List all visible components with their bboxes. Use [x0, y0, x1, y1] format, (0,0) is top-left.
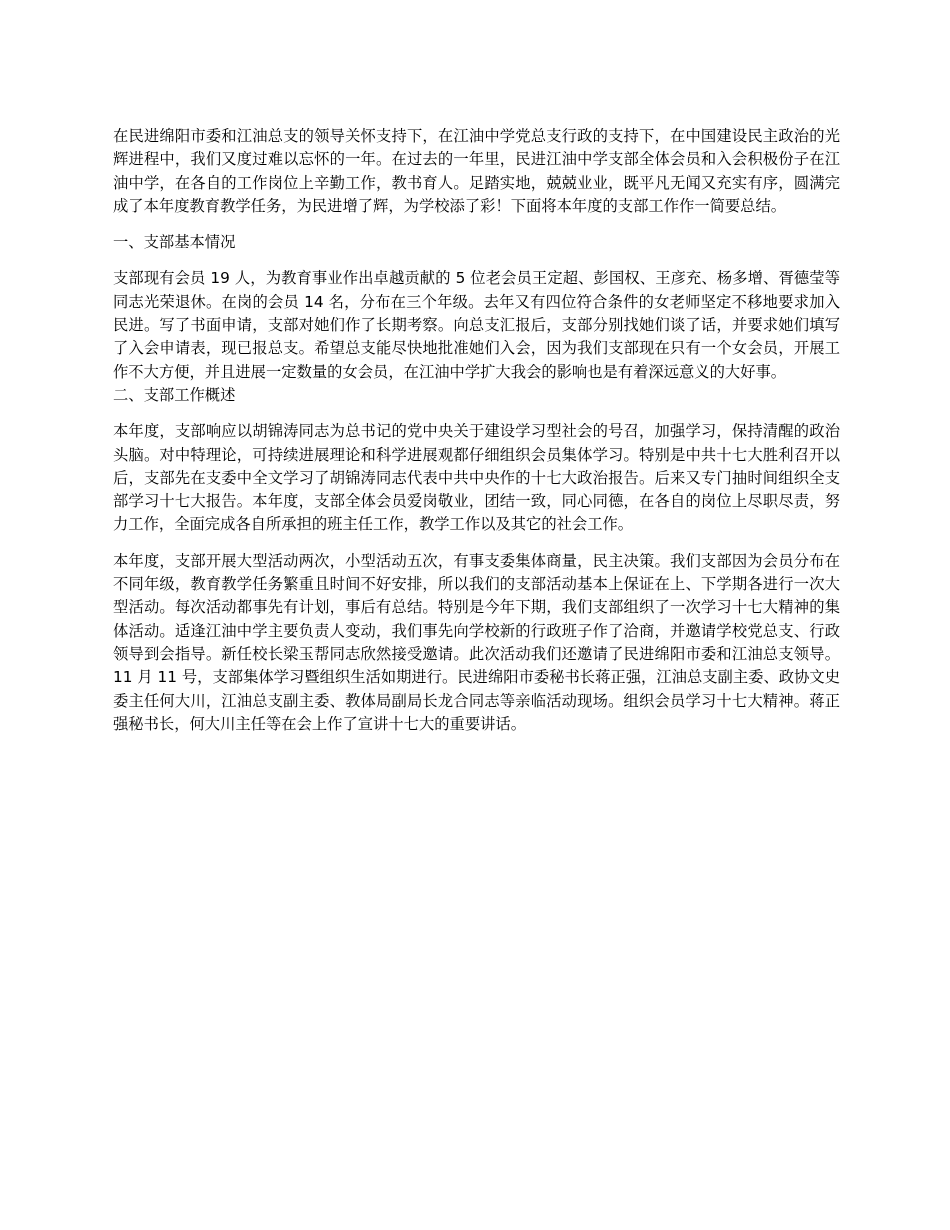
- document-page: [113, 125, 840, 736]
- section2-paragraph-2: 本年度，支部开展大型活动两次，小型活动五次，有事支委集体商量，民主决策。我们支部因为会员分布在不同年级，教育教学任务繁重且时间不好安排，所以我们的支部活动基本上保证在上、下学期各进行一次大型活动。每次活动都事先有计划，事后有总结。特别是今年下期，我们支部组织了一次学习十七大精神的集体活动。适逢江油中学主要负责人变动，我们事先向学校新的行政班子作了洽商，并邀请学校党总支、行政领导到会指导。新任校长梁玉帮同志欣然接受邀请。此次活动我们还邀请了民进绵阳市委和江油总支领导。11 月 11 号，支部集体学习暨组织生活如期进行。民进绵阳市委秘书长蒋正强，江油总支副主委、政协文史委主任何大川，江油总支副主委、教体局副局长龙合同志等亲临活动现场。组织会员学习十七大精神。蒋正强秘书长，何大川主任等在会上作了宣讲十七大的重要讲话。: [113, 551, 840, 733]
- section1-paragraph: 支部现有会员 19 人，为教育事业作出卓越贡献的 5 位老会员王定超、彭国权、王彦充、杨多增、胥德莹等同志光荣退休。在岗的会员 14 名，分布在三个年级。去年又有四位符合条件的女老师坚定不移地要求加入民进。写了书面申请，支部对她们作了长期考察。向总支汇报后，支部分别找她们谈了话，并要求她们填写了入会申请表，现已报总支。希望总支能尽快地批准她们入会，因为我们支部现在只有一个女会员，开展工作不大方便，并且进展一定数量的女会员，在江油中学扩大我会的影响也是有着深远意义的大好事。: [113, 269, 840, 381]
- section-heading-work-overview: 二、支部工作概述: [113, 385, 236, 404]
- section2-paragraph-1: 本年度，支部响应以胡锦涛同志为总书记的党中央关于建设学习型社会的号召，加强学习，保持清醒的政治头脑。对中特理论，可持续进展理论和科学进展观都仔细组织会员集体学习。特别是中共十七大胜利召开以后，支部先在支委中全文学习了胡锦涛同志代表中共中央作的十七大政治报告。后来又专门抽时间组织全支部学习十七大报告。本年度，支部全体会员爱岗敬业，团结一致，同心同德，在各自的岗位上尽职尽责，努力工作，全面完成各自所承担的班主任工作，教学工作以及其它的社会工作。: [113, 422, 840, 534]
- intro-paragraph: 在民进绵阳市委和江油总支的领导关怀支持下，在江油中学党总支行政的支持下，在中国建设民主政治的光辉进程中，我们又度过难以忘怀的一年。在过去的一年里，民进江油中学支部全体会员和入会积极份子在江油中学，在各自的工作岗位上辛勤工作，教书育人。足踏实地，兢兢业业，既平凡无闻又充实有序，圆满完成了本年度教育教学任务，为民进增了辉，为学校添了彩！下面将本年度的支部工作作一简要总结。: [113, 127, 840, 215]
- section-heading-basic-info: 一、支部基本情况: [113, 233, 236, 252]
